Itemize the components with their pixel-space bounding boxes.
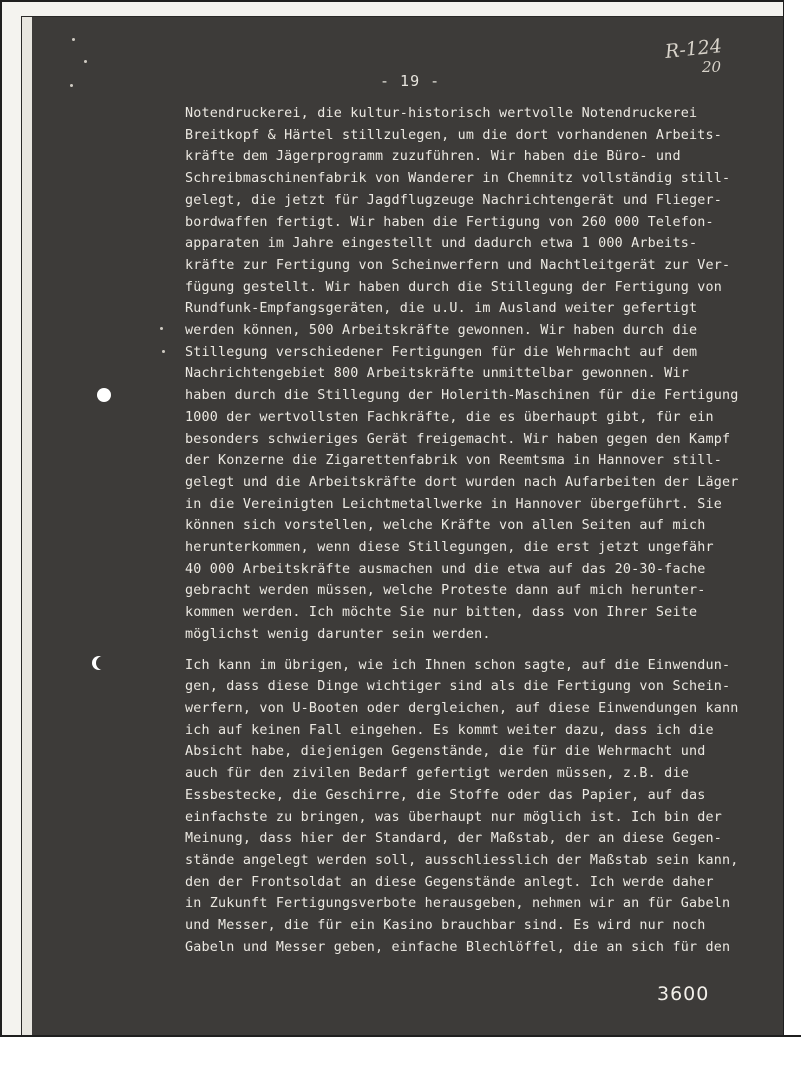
text-line: in Zukunft Fertigungsverbote herausgeben, nehmen wir an für Gabeln bbox=[185, 896, 731, 912]
text-line: gelegt und die Arbeitskräfte dort wurden nach Aufarbeiten der Läger bbox=[185, 474, 739, 490]
scan-frame-right bbox=[784, 0, 801, 1070]
text-line: herunterkommen, wenn diese Stillegungen, die erst jetzt ungefähr bbox=[185, 540, 714, 556]
text-line: Breitkopf & Härtel stillzulegen, um die dort vorhandenen Arbeits- bbox=[185, 127, 723, 143]
typewritten-body bbox=[185, 103, 770, 958]
paragraph-gap bbox=[185, 646, 770, 655]
text-line: gebracht werden müssen, welche Proteste dann auf mich herunter- bbox=[185, 583, 706, 599]
text-line: Gabeln und Messer geben, einfache Blechlöffel, die an sich für den bbox=[185, 939, 731, 955]
scan-border-top bbox=[0, 0, 801, 2]
text-line: 1000 der wertvollsten Fachkräfte, die es überhaupt gibt, für ein bbox=[185, 409, 714, 425]
text-line: stände angelegt werden soll, ausschliesslich der Maßstab sein kann, bbox=[185, 852, 739, 868]
text-line: besonders schwieriges Gerät freigemacht. Wir haben gegen den Kampf bbox=[185, 431, 731, 447]
text-line: bordwaffen fertigt. Wir haben die Fertigung von 260 000 Telefon- bbox=[185, 214, 714, 230]
archive-reference-sub: 20 bbox=[702, 58, 722, 76]
text-line: kräfte dem Jägerprogramm zuzuführen. Wir haben die Büro- und bbox=[185, 149, 681, 165]
text-line: werfern, von U-Booten oder dergleichen, auf diese Einwendungen kann bbox=[185, 700, 739, 716]
text-line: apparaten im Jahre eingestellt und dadurch etwa 1 000 Arbeits- bbox=[185, 236, 698, 252]
archive-reference-handwritten: R-124 bbox=[664, 35, 723, 63]
film-speck bbox=[72, 38, 75, 41]
text-line: 40 000 Arbeitskräfte ausmachen und die etwa auf das 20-30-fache bbox=[185, 561, 706, 577]
text-line: Ich kann im übrigen, wie ich Ihnen schon sagte, auf die Einwendun- bbox=[185, 657, 731, 673]
film-speck bbox=[162, 350, 165, 353]
text-line: kommen werden. Ich möchte Sie nur bitten, dass von Ihrer Seite bbox=[185, 605, 698, 621]
text-line: haben durch die Stillegung der Holerith-Maschinen für die Fertigung bbox=[185, 388, 739, 404]
film-speck bbox=[84, 60, 87, 63]
text-line: den der Frontsoldat an diese Gegenstände anlegt. Ich werde daher bbox=[185, 874, 714, 890]
text-line: auch für den zivilen Bedarf gefertigt werden müssen, z.B. die bbox=[185, 766, 689, 782]
text-line: der Konzerne die Zigarettenfabrik von Reemtsma in Hannover still- bbox=[185, 453, 723, 469]
frame-stamp-number: 3600 bbox=[657, 983, 710, 1005]
page-number: - 19 - bbox=[380, 72, 441, 90]
text-line: Notendruckerei, die kultur-historisch wertvolle Notendruckerei bbox=[185, 106, 698, 121]
text-line: ich auf keinen Fall eingehen. Es kommt weiter dazu, dass ich die bbox=[185, 722, 714, 738]
text-line: einfachste zu bringen, was überhaupt nur möglich ist. Ich bin der bbox=[185, 809, 723, 825]
text-line: und Messer, die für ein Kasino brauchbar sind. Es wird nur noch bbox=[185, 918, 706, 934]
text-line: können sich vorstellen, welche Kräfte von allen Seiten auf mich bbox=[185, 518, 706, 534]
page-left-margin-strip bbox=[22, 17, 32, 1037]
film-speck bbox=[160, 327, 163, 330]
text-line: Essbestecke, die Geschirre, die Stoffe oder das Papier, auf das bbox=[185, 787, 706, 803]
scan-border-left bbox=[0, 0, 2, 1070]
text-line: gen, dass diese Dinge wichtiger sind als die Fertigung von Schein- bbox=[185, 679, 731, 695]
text-line: Meinung, dass hier der Standard, der Maßstab, der an diese Gegen- bbox=[185, 831, 723, 847]
scan-frame-bottom bbox=[0, 1035, 801, 1070]
text-line: möglichst wenig darunter sein werden. bbox=[185, 626, 491, 642]
punch-hole-mark bbox=[97, 388, 111, 402]
text-line: Stillegung verschiedener Fertigungen für die Wehrmacht auf dem bbox=[185, 344, 698, 360]
text-line: Absicht habe, diejenigen Gegenstände, die für die Wehrmacht und bbox=[185, 744, 706, 760]
text-line: fügung gestellt. Wir haben durch die Stillegung der Fertigung von bbox=[185, 279, 723, 295]
text-line: Rundfunk-Empfangsgeräten, die u.U. im Ausland weiter gefertigt bbox=[185, 301, 698, 317]
text-line: gelegt, die jetzt für Jagdflugzeuge Nachrichtengerät und Flieger- bbox=[185, 192, 723, 208]
text-line: werden können, 500 Arbeitskräfte gewonnen. Wir haben durch die bbox=[185, 323, 698, 339]
punch-hole-crescent-mark bbox=[96, 656, 110, 670]
text-line: Schreibmaschinenfabrik von Wanderer in Chemnitz vollständig still- bbox=[185, 171, 731, 187]
text-line: in die Vereinigten Leichtmetallwerke in Hannover übergeführt. Sie bbox=[185, 496, 723, 512]
text-line: Nachrichtengebiet 800 Arbeitskräfte unmittelbar gewonnen. Wir bbox=[185, 366, 689, 382]
film-speck bbox=[70, 84, 73, 87]
text-line: kräfte zur Fertigung von Scheinwerfern und Nachtleitgerät zur Ver- bbox=[185, 257, 731, 273]
